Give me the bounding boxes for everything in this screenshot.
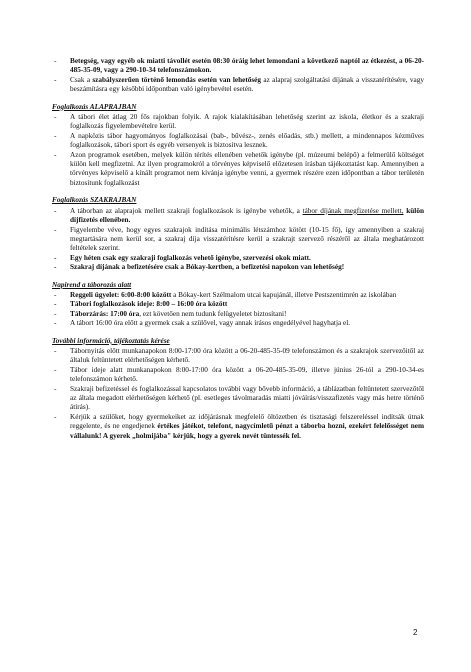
bold-text: értékes játékot, telefont, nagycímletű pénzt a táborba hozni, ezekért felelősséget nem vállalunk! A gyerek „holmijába" kérjük, hogy a gyerek nevét tüntessék fel.: [70, 422, 424, 440]
text: Csak a: [70, 75, 93, 84]
section-heading-alapraj: Foglalkozás ALAPRAJBAN: [52, 102, 137, 111]
list-item: [52, 291, 424, 300]
top-list: [52, 57, 424, 95]
list-item: - Szakraji befizetéssel és foglalkozással kapcsolatos további vagy bővebb információ, a táblázatban feltüntetett szervezőtől az általa megadott elérhetőségen kérhető (pl. esetleges távolmaradás miatti jóváírás/visszafizetés vagy más hetre történő átírás).: [52, 385, 424, 413]
list-item: - Azon programok esetében, melyek külön térítés ellenében vehetők igénybe (pl. múzeumi belépő) a felmerülő költséget külön kell megfizetni. Az ilyen programokról a törvényes képviselő előzetesen írásban tájékoztatást kap. Amennyiben a törvényes képviselő a kínált programot nem kívánja igénybe venni, a gyermek részére ezen időpontban a tábor területén biztosítunk foglalkozást: [52, 151, 424, 189]
text: , ezt követően nem tudunk felügyeletet biztosítani!: [139, 309, 287, 318]
cancel-rule-text: Betegség, vagy egyéb ok miatti távollét esetén 08:30 óráig lehet lemondani a következő naptól az étkezést, a 06-20-485-35-09, vagy a 290-10-34 telefonszámokon.: [70, 57, 424, 75]
list-item: - Szakraj díjának a befizetésére csak a Bókay-kertben, a befizetési napokon van lehetőség!: [52, 263, 424, 272]
list-item: - A tábort 16:00 óra előtt a gyermek csak a szülővel, vagy annak írásos engedélyével hagyhatja el.: [52, 319, 424, 328]
list-item: [52, 76, 424, 95]
list-item: [52, 207, 424, 226]
list-item: - A napközis tábor hagyományos foglalkozásai (bab-, bűvész-, zenés előadás, stb.) mellett, a mindennapos kézműves foglalkozások, tábori sport és egyéb versenyek is biztosítva lesznek.: [52, 132, 424, 151]
bold-text: Táborzárás: 17:00 óra: [70, 309, 140, 318]
text: A táborban az alaprajok mellett szakraji foglalkozások is igénybe vehetők, a: [70, 206, 303, 215]
list-item: - Tábor ideje alatt munkanapokon 8:00-17:00 óra között a 06-20-485-35-09, illetve június 26-tól a 290-10-34-es telefonszámon kérhető.: [52, 366, 424, 385]
text: a Bókay-kert Szélmalom utcai kapujánál, illetve Pestszentimrén az iskolában: [171, 290, 397, 299]
napirend-list: [52, 291, 424, 329]
list-item: [52, 413, 424, 441]
bold-text: szabályszerűen történő lemondás esetén van lehetőség: [92, 75, 262, 84]
bold-text: külön díjfizetés ellenében.: [70, 206, 424, 225]
list-item: [52, 57, 424, 76]
list-item: - Figyelembe véve, hogy egyes szakrajok indítása minimális létszámhoz kötött (10-15 fő), így amennyiben a szakraj megtartására nem kerül sor, a szakraj díja visszatérítésre kerül a szakrajt szervező részéről az általa meghatározott feltételek szerint.: [52, 226, 424, 254]
document-page: [52, 57, 424, 441]
informacio-list: [52, 347, 424, 441]
section-heading-szakraj: Foglalkozás SZAKRAJBAN: [52, 196, 137, 205]
list-item: [52, 310, 424, 319]
section-heading-informacio: További információ, tájékoztatás kérése: [52, 336, 170, 345]
list-item: - Tábori foglalkozások ideje: 8:00 – 16:00 óra között: [52, 300, 424, 309]
section-heading-napirend: Napirend a táborozás alatt: [52, 280, 132, 289]
underlined-text: tábor díjának megfizetése mellett,: [302, 206, 404, 215]
page-number: 2: [413, 628, 418, 637]
bold-text: Reggeli ügyelet: 6:00-8:00 között: [70, 290, 172, 299]
list-item: - Tábornyitás előtt munkanapokon 8:00-17:00 óra között a 06-20-485-35-09 telefonszámon és a szakrajok szervezőitől az általuk feltüntetett elérhetőségen kérhető.: [52, 347, 424, 366]
list-item: - A tábori élet átlag 20 fős rajokban folyik. A rajok kialakításában lehetőség szerint az iskola, életkor és a szakraji foglalkozás figyelembevételre kerül.: [52, 113, 424, 132]
szakraj-list: [52, 207, 424, 273]
alapraj-list: [52, 113, 424, 188]
text: Kérjük a szülőket, hogy gyermekeiket az időjárásnak megfelelő öltözetben és tisztasági felszereléssel indítsák útnak reggelente, és ne engedjenek: [70, 412, 424, 431]
text: az alapraj szolgáltatási díjának a visszatérítésére, vagy beszámításra egy későbbi időpontban való igénybevétel esetén.: [70, 75, 425, 94]
list-item: - Egy héten csak egy szakraji foglalkozás vehető igénybe, szervezési okok miatt.: [52, 254, 424, 263]
